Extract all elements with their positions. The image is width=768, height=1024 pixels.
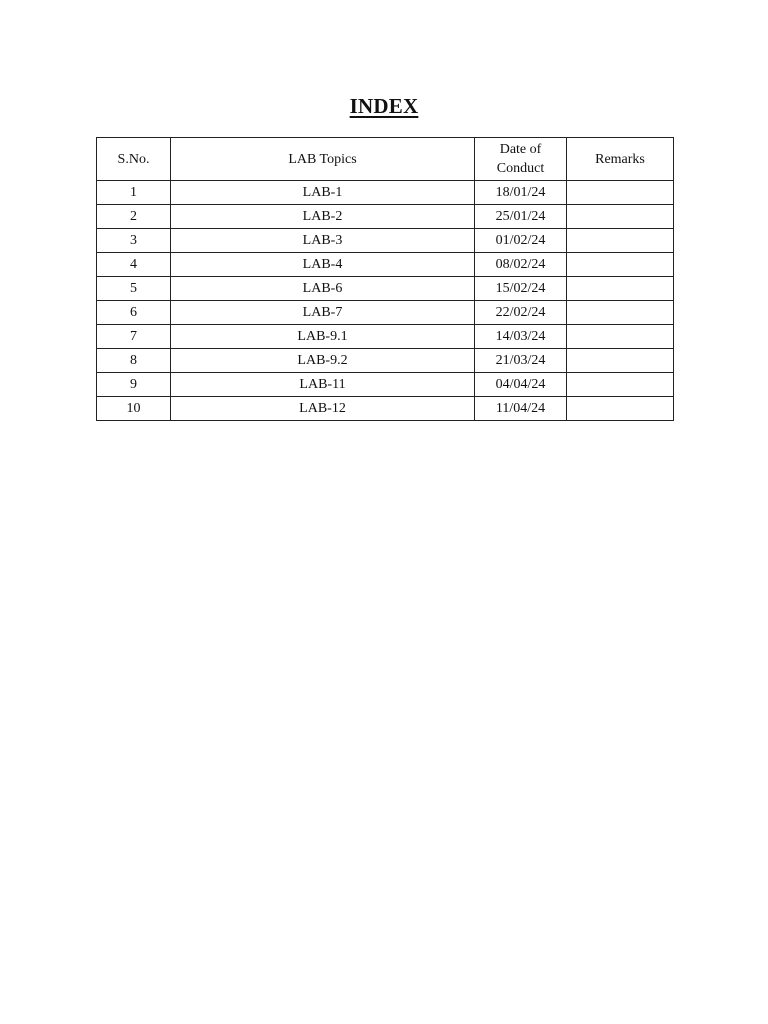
header-sno: S.No.: [97, 138, 171, 181]
cell-topic: LAB-3: [171, 229, 475, 253]
cell-date: 21/03/24: [475, 349, 567, 373]
header-remarks: Remarks: [567, 138, 674, 181]
table-row: [97, 373, 674, 397]
cell-topic: LAB-7: [171, 301, 475, 325]
cell-date: 22/02/24: [475, 301, 567, 325]
cell-remarks: [567, 205, 674, 229]
cell-sno: 8: [97, 349, 171, 373]
cell-topic: LAB-9.1: [171, 325, 475, 349]
header-date-line1: Date of: [499, 142, 542, 157]
cell-remarks: [567, 181, 674, 205]
cell-topic: LAB-6: [171, 277, 475, 301]
cell-sno: 7: [97, 325, 171, 349]
table-row: [97, 277, 674, 301]
cell-sno: 4: [97, 253, 171, 277]
page-title: INDEX: [349, 94, 419, 118]
cell-topic: LAB-11: [171, 373, 475, 397]
cell-date: 11/04/24: [475, 397, 567, 421]
table-row: [97, 325, 674, 349]
cell-topic: LAB-2: [171, 205, 475, 229]
cell-date: 25/01/24: [475, 205, 567, 229]
cell-topic: LAB-1: [171, 181, 475, 205]
cell-date: 14/03/24: [475, 325, 567, 349]
cell-remarks: [567, 301, 674, 325]
cell-remarks: [567, 277, 674, 301]
cell-date: 04/04/24: [475, 373, 567, 397]
header-lab-topics: LAB Topics: [171, 138, 475, 181]
cell-remarks: [567, 253, 674, 277]
cell-sno: 5: [97, 277, 171, 301]
cell-remarks: [567, 397, 674, 421]
table-row: [97, 397, 674, 421]
cell-topic: LAB-4: [171, 253, 475, 277]
table-row: [97, 301, 674, 325]
header-row: [97, 138, 674, 181]
cell-remarks: [567, 373, 674, 397]
header-date-of-conduct: [475, 138, 567, 181]
cell-date: 01/02/24: [475, 229, 567, 253]
cell-sno: 2: [97, 205, 171, 229]
cell-topic: LAB-9.2: [171, 349, 475, 373]
cell-topic: LAB-12: [171, 397, 475, 421]
header-date-line2: Conduct: [496, 161, 545, 176]
cell-date: 15/02/24: [475, 277, 567, 301]
table-row: [97, 349, 674, 373]
table-row: [97, 229, 674, 253]
table-row: [97, 253, 674, 277]
cell-remarks: [567, 325, 674, 349]
index-table: [96, 137, 674, 421]
cell-sno: 10: [97, 397, 171, 421]
cell-date: 18/01/24: [475, 181, 567, 205]
cell-remarks: [567, 229, 674, 253]
table-header: [97, 138, 674, 181]
cell-sno: 1: [97, 181, 171, 205]
cell-date: 08/02/24: [475, 253, 567, 277]
cell-remarks: [567, 349, 674, 373]
table-body: [97, 181, 674, 421]
table-row: [97, 205, 674, 229]
cell-sno: 3: [97, 229, 171, 253]
table-row: [97, 181, 674, 205]
cell-sno: 9: [97, 373, 171, 397]
cell-sno: 6: [97, 301, 171, 325]
